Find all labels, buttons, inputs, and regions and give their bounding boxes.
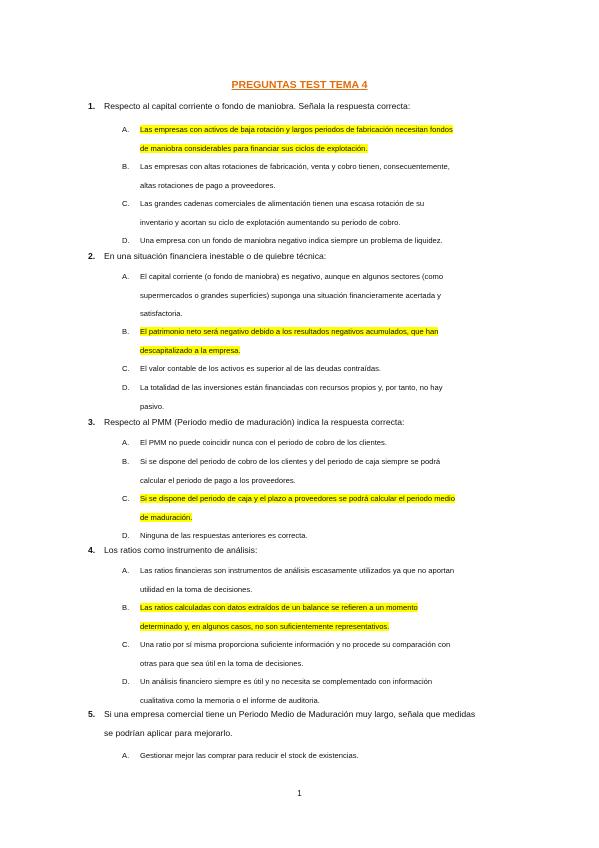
correct-answer-line: Las empresas con activos de baja rotación y largos periodos de fabricación necesitan fondos	[140, 125, 453, 134]
correct-answer-line: determinado y, en algunos casos, no son suficientemente representativos.	[140, 621, 390, 631]
answer-line: El PMM no puede coincidir nunca con el periodo de cobro de los clientes.	[140, 438, 387, 447]
answer-line: cualitativa como la memoria o el informe de auditoria.	[140, 695, 320, 705]
answer-line: El capital corriente (o fondo de maniobra) es negativo, aunque en algunos sectores (como	[140, 272, 444, 281]
question-text: Respecto al capital corriente o fondo de maniobra. Señala la respuesta correcta:	[104, 101, 411, 111]
answer-line: Si se dispone del periodo de cobro de los clientes y del periodo de caja siempre se podrá	[140, 457, 441, 466]
answer-line: Las grandes cadenas comerciales de alimentación tienen una escasa rotación de su	[140, 199, 425, 208]
answer-line: otras para que sea útil en la toma de decisiones.	[140, 658, 304, 668]
correct-answer-line: de maduración.	[140, 512, 193, 522]
answer-line: utilidad en la toma de decisiones.	[140, 584, 253, 594]
answer-line: Las ratios financieras son instrumentos de análisis escasamente utilizados ya que no aportan	[140, 566, 455, 575]
answer-letter: A.	[122, 125, 130, 134]
answer-line: calcular el periodo de pago a los proveedores.	[140, 475, 296, 485]
correct-answer-line: de maniobra considerables para financiar sus ciclos de explotación.	[140, 143, 368, 153]
answer-line: satisfactoria.	[140, 309, 183, 318]
question-text: Respecto al PMM (Periodo medio de maduración) indica la respuesta correcta:	[104, 417, 405, 427]
answer-letter: A.	[122, 272, 130, 281]
question-number: 3.	[88, 417, 96, 427]
answer-line: inventario y acortan su ciclo de explotación aumentando su periodo de cobro.	[140, 217, 401, 227]
answer-letter: A.	[122, 751, 130, 760]
answer-letter: B.	[122, 457, 130, 466]
question-text: Si una empresa comercial tiene un Periodo Medio de Maduración muy largo, señala que medidas	[104, 709, 476, 719]
question-text: En una situación financiera inestable o de quiebre técnica:	[104, 251, 327, 261]
answer-line: Un análisis financiero siempre es útil y no necesita se complementado con información	[140, 677, 433, 686]
answer-letter: A.	[122, 566, 130, 575]
answer-letter: C.	[122, 640, 130, 649]
answer-line: La totalidad de las inversiones están financiadas con recursos propios y, por tanto, no hay	[140, 383, 443, 392]
answer-letter: B.	[122, 162, 130, 171]
correct-answer-line: Las ratios calculadas con datos extraídos de un balance se refieren a un momento	[140, 603, 418, 612]
answer-letter: D.	[122, 531, 130, 540]
answer-letter: C.	[122, 199, 130, 208]
answer-letter: D.	[122, 677, 130, 686]
answer-line: Una ratio por sí misma proporciona suficiente información y no procede su comparación con	[140, 640, 451, 649]
answer-line: Las empresas con altas rotaciones de fabricación, venta y cobro tienen, consecuentemente,	[140, 162, 450, 171]
answer-letter: D.	[122, 236, 130, 245]
question-number: 5.	[88, 709, 96, 719]
question-text: Los ratios como instrumento de análisis:	[104, 545, 258, 555]
answer-line: Gestionar mejor las comprar para reducir el stock de existencias.	[140, 751, 359, 760]
answer-letter: B.	[122, 327, 130, 336]
answer-letter: B.	[122, 603, 130, 612]
correct-answer-line: Si se dispone del periodo de caja y el plazo a proveedores se podrá calcular el periodo medio	[140, 494, 455, 503]
answer-line: supermercados o grandes superficies) suponga una situación financieramente acertada y	[140, 290, 441, 300]
answer-letter: A.	[122, 438, 130, 447]
question-number: 2.	[88, 251, 96, 261]
correct-answer-line: descapitalizado a la empresa.	[140, 345, 241, 355]
answer-line: El valor contable de los activos es superior al de las deudas contraídas.	[140, 364, 382, 373]
answer-line: pasivo.	[140, 401, 165, 411]
answer-line: altas rotaciones de pago a proveedores.	[140, 180, 276, 190]
answer-letter: D.	[122, 383, 130, 392]
question-text-continued: se podrían aplicar para mejorarlo.	[104, 728, 233, 738]
correct-answer-line: El patrimonio neto será negativo debido a los resultados negativos acumulados, que han	[140, 327, 439, 336]
answer-line: Ninguna de las respuestas anteriores es correcta.	[140, 531, 308, 540]
answer-letter: C.	[122, 494, 130, 503]
question-number: 4.	[88, 545, 96, 555]
answer-letter: C.	[122, 364, 130, 373]
page-title: PREGUNTAS TEST TEMA 4	[231, 79, 368, 91]
page-number: 1	[297, 789, 302, 798]
answer-line: Una empresa con un fondo de maniobra negativo indica siempre un problema de liquidez.	[140, 236, 443, 245]
question-number: 1.	[88, 101, 96, 111]
